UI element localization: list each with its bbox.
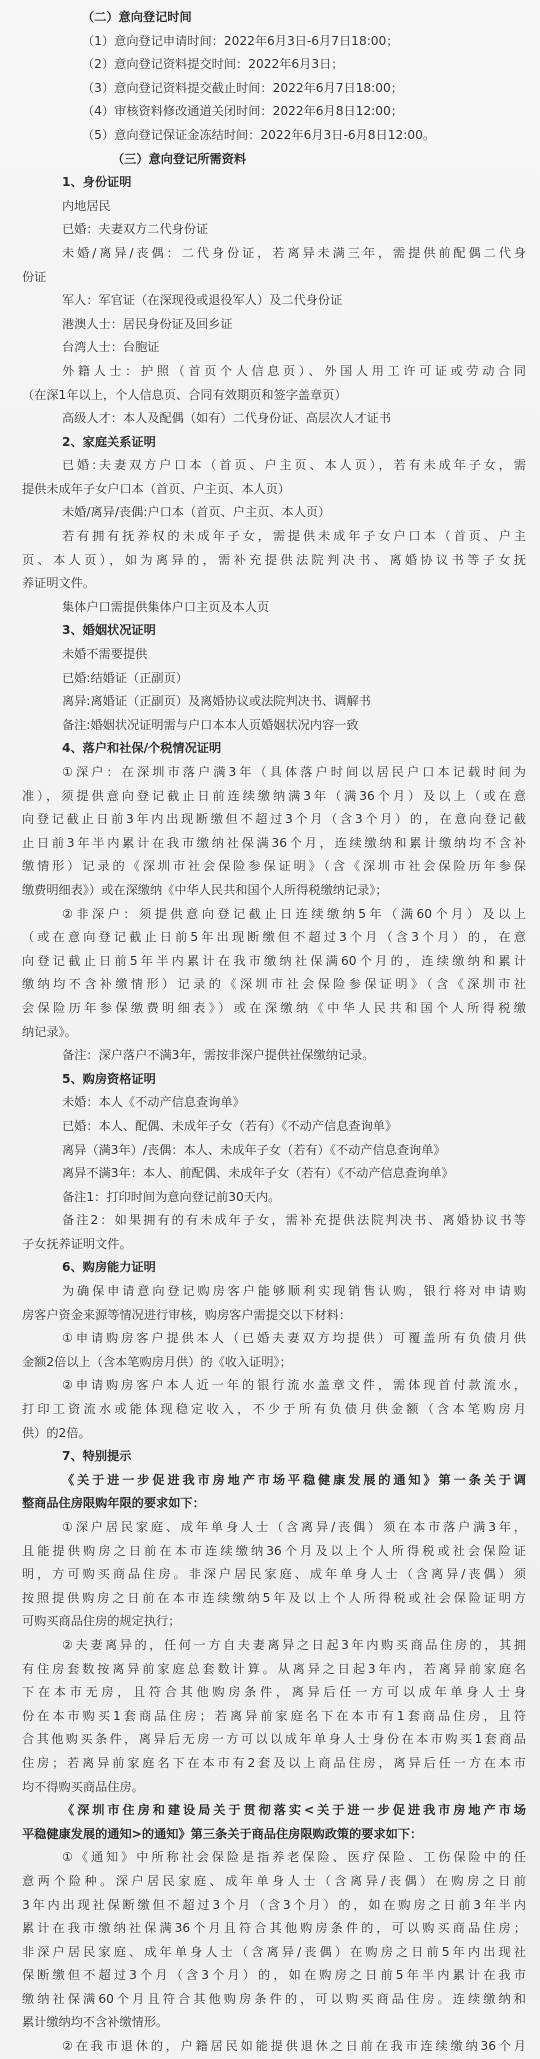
text-line: 向登记截止日前3年内出现断缴但不超过3个月（含3个月）的，在意向登记截 [22, 812, 526, 827]
text-line: 未婚/离异/丧偶:户口本（首页、户主页、本人页） [62, 505, 331, 520]
text-line: 养证明文件。 [22, 576, 96, 591]
text-line: （1）意向登记申请时间：2022年6月3日-6月7日18:00； [82, 33, 399, 48]
text-line: （或在意向登记截止日前5年出现断缴但不超过3个月（含3个月）的，在意 [22, 930, 526, 945]
text-line: 离异:离婚证（正副页）及离婚协议或法院判决书、调解书 [62, 694, 371, 709]
text-line: 缴费明细表》）或在深缴纳《中华人民共和国个人所得税缴纳记录》； [22, 882, 388, 897]
text-line: 未婚：本人《不动产信息查询单》 [62, 1095, 245, 1110]
section-heading: 2、家庭关系证明 [62, 434, 156, 449]
text-line: 意两个险种。深户居民家庭、成年单身人士（含离异/丧偶）在购房之日前 [22, 1873, 526, 1888]
text-line: 份在本市购买1套商品住房；若离异前家庭名下在本市有1套商品住房，且符 [22, 1708, 526, 1723]
section-heading: 平稳健康发展的通知>的通知》第三条关于商品住房限购政策的要求如下： [22, 1826, 423, 1841]
text-line: ①《通知》中所称社会保险是指养老保险、医疗保险、工伤保险中的任 [62, 1850, 526, 1865]
text-line: 子女抚养证明文件。 [22, 1236, 132, 1251]
text-line: 可购买商品住房的规定执行； [22, 1614, 181, 1629]
text-line: 提供未成年子女户口本（首页、户主页、本人页） [22, 481, 291, 496]
text-line: 已婚：夫妻双方二代身份证 [62, 222, 209, 237]
text-line: 会保险历年参保缴费明细表》）或在深缴纳《中华人民共和国个人所得税缴 [22, 1000, 526, 1015]
text-line: ②在我市退休的，户籍居民如能提供退休之日前在我市连续缴纳36个月 [62, 2039, 526, 2054]
text-line: 为确保申请意向登记购房客户能够顺利实现销售认购，银行将对申请购 [62, 1284, 526, 1299]
text-line: 备注:婚姻状况证明需与户口本本人页婚姻状况内容一致 [62, 717, 359, 732]
text-line: 累计在我市缴纳社保满36个月且符合其他购房条件的，可以购买商品住房； [22, 1921, 526, 1936]
text-line: 备注2：如果拥有的有未成年子女，需补充提供法院判决书、离婚协议书等 [62, 1213, 526, 1228]
text-line: 均不得购买商品住房。 [22, 1779, 144, 1794]
text-line: （2）意向登记资料提交时间：2022年6月3日； [82, 57, 344, 72]
text-line: ②夫妻离异的，任何一方自夫妻离异之日起3年内购买商品住房的，其拥 [62, 1637, 526, 1652]
text-line: 纳记录》。 [22, 1024, 77, 1039]
text-line: 备注1：打印时间为意向登记前30天内。 [62, 1189, 281, 1204]
text-line: （3）意向登记资料提交截止时间：2022年6月7日18:00； [82, 80, 403, 95]
text-line: 外籍人士：护照（首页个人信息页）、外国人用工许可证或劳动合同 [62, 363, 526, 378]
text-line: 3年内出现社保断缴但不超过3个月（含3个月）的，如在购房之日前3年半内 [22, 1897, 526, 1912]
text-line: ②申请购房客户本人近一年的银行流水盖章文件，需体现首付款流水， [62, 1378, 526, 1393]
text-line: 军人：军官证（在深现役或退役军人）及二代身份证 [62, 293, 343, 308]
text-line: 备注：深户落户不满3年，需按非深户提供社保缴纳记录。 [62, 1048, 375, 1063]
text-line: 止日前3年半内累计在我市缴纳社保满36个月，连续缴纳和累计缴纳均不含补 [22, 835, 526, 850]
text-line: 港澳人士：居民身份证及回乡证 [62, 316, 233, 331]
text-line: 且能提供购房之日前在本市连续缴纳36个月及以上个人所得税或社会保险证 [22, 1543, 526, 1558]
section-heading: 《关于进一步促进我市房地产市场平稳健康发展的通知》第一条关于调 [62, 1472, 526, 1487]
text-line: 页、本人页），如为离异的，需补充提供法院判决书、离婚协议书等子女抚 [22, 552, 526, 567]
text-line: 离异不满3年：本人、前配偶、未成年子女（若有）《不动产信息查询单》 [62, 1166, 454, 1181]
section-heading: 5、购房资格证明 [62, 1071, 156, 1086]
text-line: 打印工资流水或能体现稳定收入，不少于所有负债月供金额（含本笔购房月 [22, 1402, 526, 1417]
text-line: ①深户居民家庭、成年单身人士（含离异/丧偶）须在本市落户满3年， [62, 1520, 526, 1534]
text-line: 离异（满3年）/丧偶：本人、未成年子女（若有）《不动产信息查询单》 [62, 1142, 446, 1157]
text-line: 未婚/离异/丧偶：二代身份证，若离异未满三年，需提供前配偶二代身 [62, 245, 526, 260]
text-line: 高级人才：本人及配偶（如有）二代身份证、高层次人才证书 [62, 411, 392, 426]
text-line: 有住房套数按离异前家庭总套数计算。从离异之日起3年内，若离异前家庭名 [22, 1661, 526, 1676]
text-line: 按照提供购房之日前在本市连续缴纳5年及以上个人所得税或社会保险证明方 [22, 1590, 526, 1605]
section-heading: 3、婚姻状况证明 [62, 623, 156, 638]
text-line: 未婚不需要提供 [62, 647, 148, 662]
text-line: 已婚：本人、配偶、未成年子女（若有）《不动产信息查询单》 [62, 1118, 398, 1133]
section-heading: 1、身份证明 [62, 175, 132, 190]
text-line: 合其他购买条件，离异后无房一方可以以成年单身人士身份在本市购买1套商品 [22, 1732, 526, 1747]
text-line: ①深户：在深圳市落户满3年（具体落户时间以居民户口本记载时间为 [62, 765, 526, 779]
section-heading: （二）意向登记时间 [82, 10, 192, 24]
text-line: 住房；若离异前家庭名下在本市有2套及以上商品住房，离异后任一方在本市 [22, 1755, 526, 1770]
text-line: ①申请购房客户提供本人（已婚夫妻双方均提供）可覆盖所有负债月供 [62, 1331, 526, 1346]
text-line: 台湾人士：台胞证 [62, 340, 160, 355]
text-line: 已婚:结婚证（正副页） [62, 670, 188, 685]
text-line: 明，方可购买商品住房。非深户居民家庭、成年单身人士（含离异/丧偶）须 [22, 1567, 526, 1582]
text-line: （4）审核资料修改通道关闭时间：2022年6月8日12:00； [82, 104, 403, 119]
text-line: 若有拥有抚养权的未成年子女，需提供未成年子女户口本（首页、户主 [62, 529, 526, 544]
text-line: 缴纳社保满60个月且符合其他购房条件的，可以购买商品住房。连续缴纳和 [22, 1991, 526, 2006]
text-line: （在深1年以上，个人信息页、合同有效期页和签字盖章页） [22, 387, 347, 402]
text-line: 供）的2倍。 [22, 1425, 91, 1440]
section-heading: （三）意向登记所需资料 [112, 151, 247, 166]
text-line: 金额2倍以上（含本笔购房月供）的《收入证明》； [22, 1354, 292, 1369]
text-line: 已婚:夫妻双方户口本（首页、户主页、本人页），若有未成年子女，需 [62, 458, 526, 473]
text-line: ②非深户：须提供意向登记截止日连续缴纳5年（满60个月）及以上 [62, 906, 526, 921]
text-line: 保断缴但不超过3个月（含3个月）的，如在购房之日前5年半内累计在我市 [22, 1968, 526, 1983]
section-heading: 4、落户和社保/个税情况证明 [62, 741, 222, 756]
text-line: （5）意向登记保证金冻结时间：2022年6月3日-6月8日12:00。 [82, 127, 436, 142]
text-line: 集体户口需提供集体户口主页及本人页 [62, 599, 270, 614]
text-line: 向登记截止日前5年半内累计在我市缴纳社保满60个月的，连续缴纳和累计 [22, 953, 526, 968]
text-line: 份证 [22, 269, 47, 284]
text-line: 非深户居民家庭、成年单身人士（含离异/丧偶）在购房之日前5年内出现社 [22, 1944, 526, 1959]
section-heading: 《深圳市住房和建设局关于贯彻落实<关于进一步促进我市房地产市场 [62, 1803, 526, 1818]
section-heading: 7、特别提示 [62, 1449, 132, 1464]
text-line: 下在本市无房，且符合其他购房条件，离异后任一方可以成年单身人士身 [22, 1685, 526, 1700]
section-heading: 整商品住房限购年限的要求如下： [22, 1496, 205, 1511]
text-line: 缴纳均不含补缴情形）记录的《深圳市社会保险参保证明》（含《深圳市社 [22, 977, 526, 992]
text-line: 缴情形）记录的《深圳市社会保险参保证明》（含《深圳市社会保险历年参保 [22, 859, 526, 874]
text-line: 准），须提供意向登记截止日前连续缴纳满3年（满36个月）及以上（或在意 [22, 788, 526, 803]
text-line: 房客户资金来源等情况进行审核，购房客户需提交以下材料： [22, 1307, 352, 1322]
text-line: 内地居民 [62, 198, 111, 213]
text-line: 累计缴纳均不含补缴情形。 [22, 2015, 169, 2030]
section-heading: 6、购房能力证明 [62, 1260, 156, 1275]
